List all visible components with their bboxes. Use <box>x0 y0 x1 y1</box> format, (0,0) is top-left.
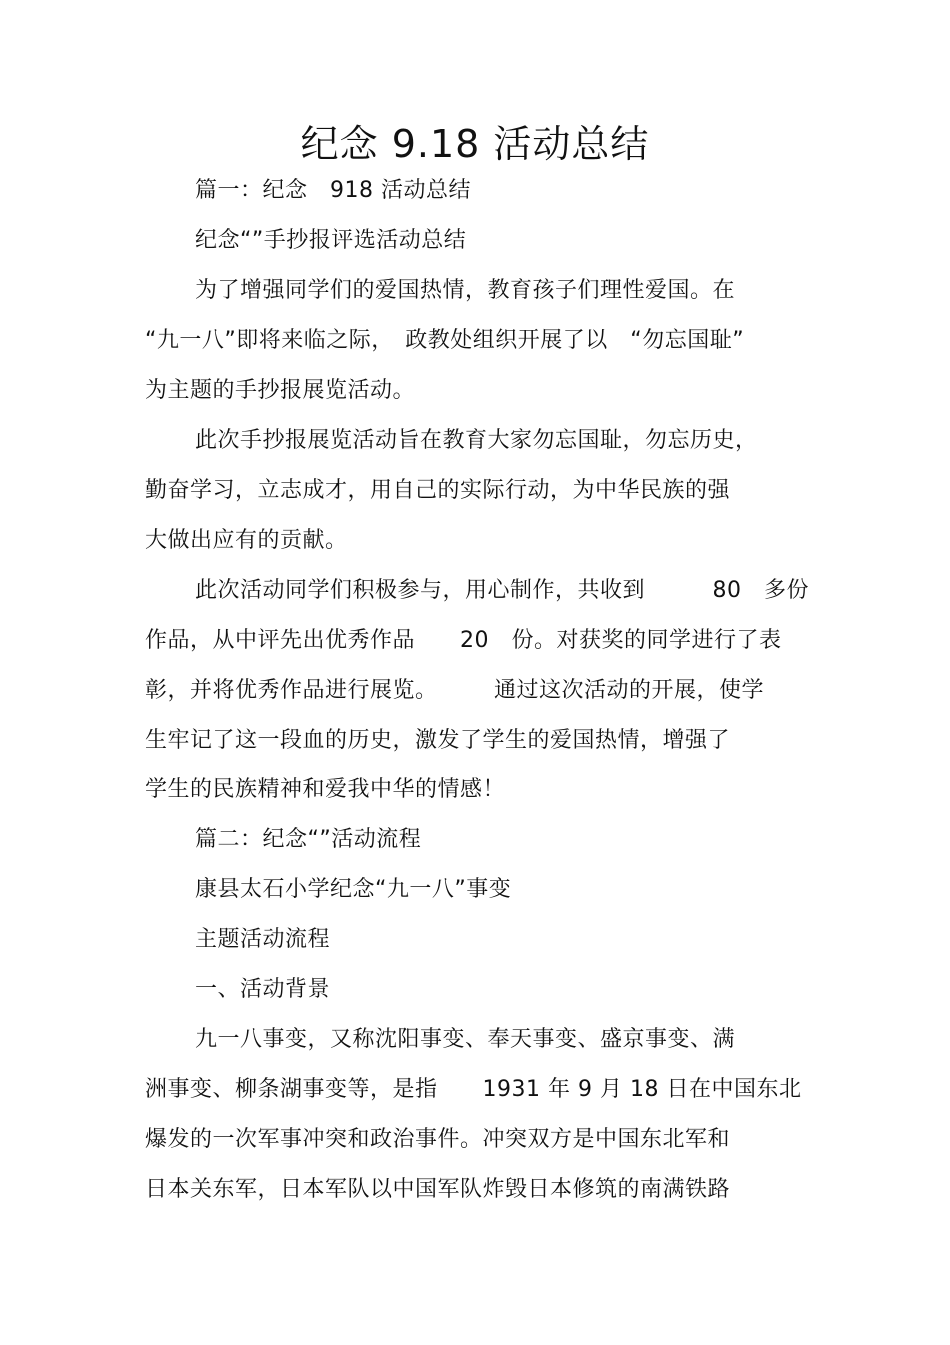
paragraph-line: 此次手抄报展览活动旨在教育大家勿忘国耻，勿忘历史， <box>195 428 758 453</box>
paragraph-line: 日本关东军，日本军队以中国军队炸毁日本修筑的南满铁路 <box>145 1177 731 1202</box>
document-title: 纪念 9.18 活动总结 <box>300 122 650 166</box>
paragraph-line: 为主题的手抄报展览活动。 <box>145 378 416 403</box>
paragraph-line: 勤奋学习，立志成才，用自己的实际行动，为中华民族的强 <box>145 478 731 503</box>
paragraph-line: “九一八”即将来临之际， 政教处组织开展了以 “勿忘国耻” <box>145 328 745 353</box>
paragraph-line: 一、活动背景 <box>195 977 331 1002</box>
paragraph-line: 爆发的一次军事冲突和政治事件。冲突双方是中国东北军和 <box>145 1127 731 1152</box>
paragraph-line: 大做出应有的贡献。 <box>145 528 348 553</box>
paragraph-line: 作品，从中评先出优秀作品 20 份。对获奖的同学进行了表 <box>145 628 782 653</box>
paragraph-line: 篇一：纪念 918 活动总结 <box>195 178 471 203</box>
paragraph-line: 洲事变、柳条湖事变等，是指 1931 年 9 月 18 日在中国东北 <box>145 1077 802 1102</box>
paragraph-line: 主题活动流程 <box>195 927 331 952</box>
paragraph-line: 学生的民族精神和爱我中华的情感！ <box>145 777 506 802</box>
paragraph-line: 生牢记了这一段血的历史，激发了学生的爱国热情，增强了 <box>145 728 731 753</box>
paragraph-line: 康县太石小学纪念“九一八”事变 <box>195 877 512 902</box>
paragraph-line: 彰，并将优秀作品进行展览。 通过这次活动的开展，使学 <box>145 678 765 703</box>
paragraph-line: 为了增强同学们的爱国热情，教育孩子们理性爱国。在 <box>195 278 736 303</box>
paragraph-line: 九一八事变，又称沈阳事变、奉天事变、盛京事变、满 <box>195 1027 736 1052</box>
paragraph-line: 此次活动同学们积极参与，用心制作，共收到 80 多份 <box>195 578 809 603</box>
paragraph-line: 篇二：纪念“”活动流程 <box>195 827 422 852</box>
paragraph-line: 纪念“”手抄报评选活动总结 <box>195 228 467 253</box>
